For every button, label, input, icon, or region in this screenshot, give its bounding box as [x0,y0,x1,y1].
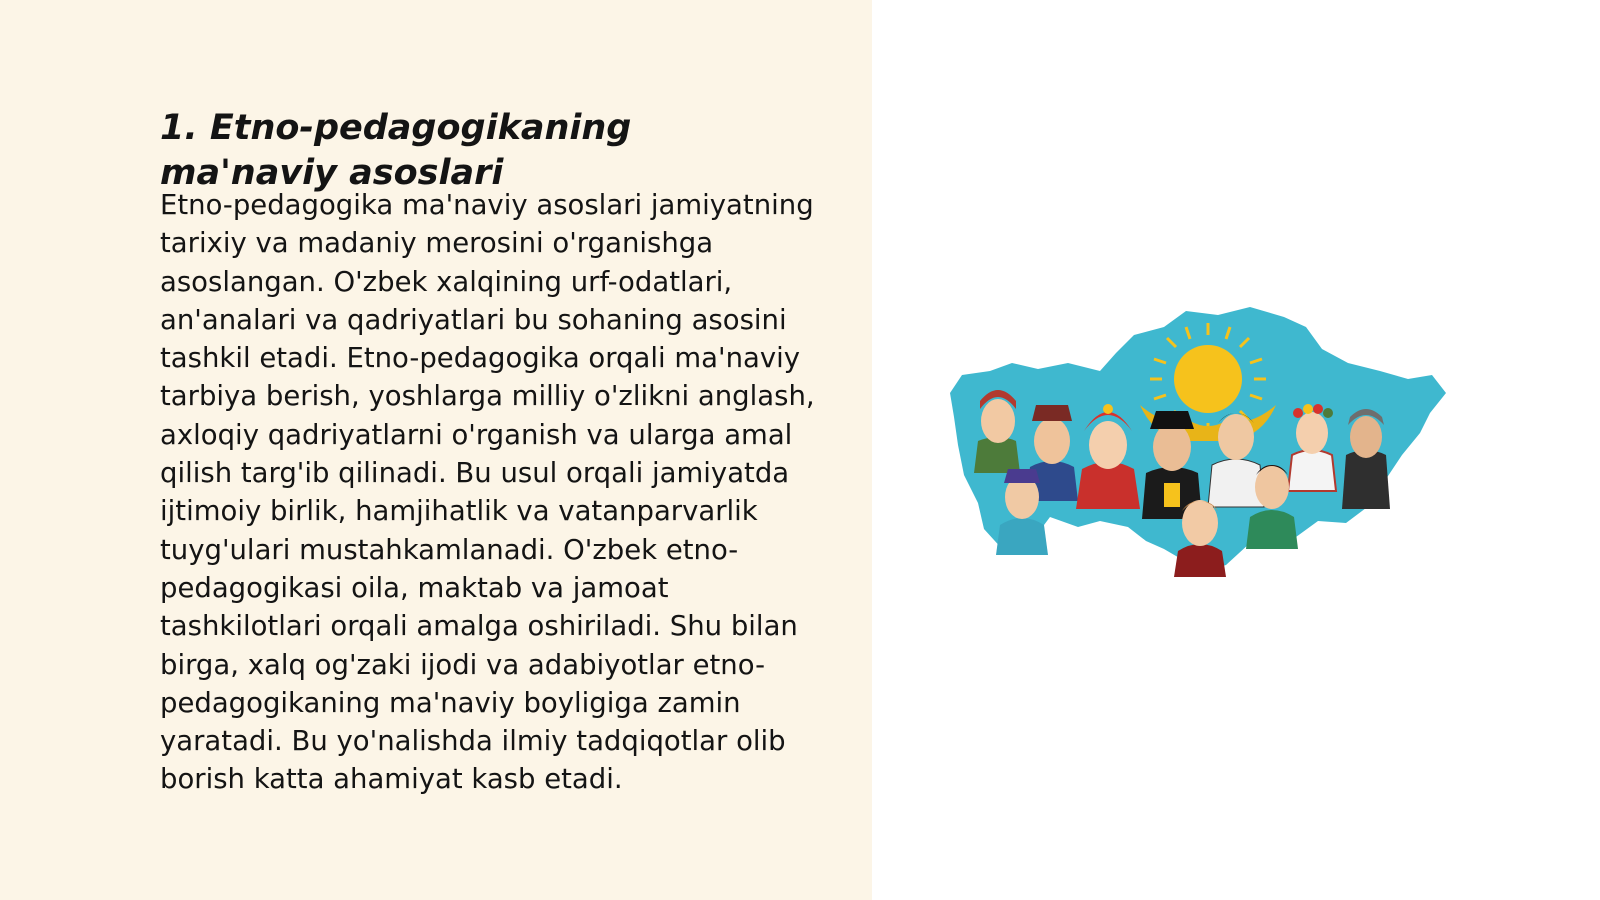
map-people-illustration [950,305,1450,595]
slide-body-text: Etno-pedagogika ma'naviy asoslari jamiyatning tarixiy va madaniy merosini o'rganishga asoslangan. O'zbek xalqining urf-odatlari, an'analari va qadriyatlari bu sohaning asosini tashkil etadi. Etno-pedagogika orqali ma'naviy tarbiya berish, yoshlarga milliy o'zlikni anglash, axloqiy qadriyatlarni o'rganish va ularga amal qilish targ'ib qilinadi. Bu usul orqali jamiyatda ijtimoiy birlik, hamjihatlik va vatanparvarlik tuyg'ulari mustahkamlanadi. O'zbek etno-pedagogikasi oila, maktab va jamoat tashkilotlari orqali amalga oshiriladi. Shu bilan birga, xalq og'zaki ijodi va adabiyotlar etno-pedagogikaning ma'naviy boyligiga zamin yaratadi. Bu yo'nalishda ilmiy tadqiqotlar olib borish katta ahamiyat kasb etadi. [160,189,815,796]
slide-title: 1. Etno-pedagogikaning ma'naviy asoslari [160,108,632,193]
